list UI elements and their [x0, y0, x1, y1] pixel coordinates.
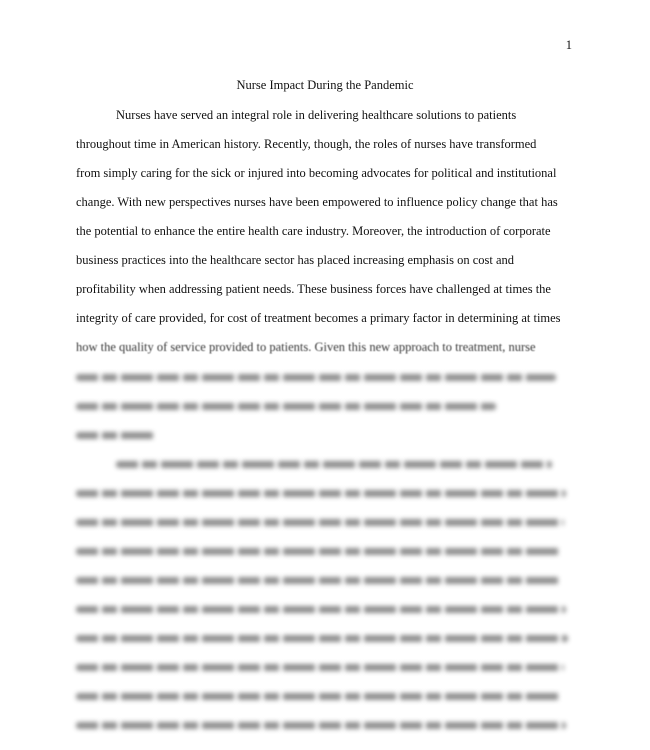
- paragraph-line-1: Nurses have served an integral role in delivering healthcare solutions to patients: [116, 108, 517, 122]
- document-title: Nurse Impact During the Pandemic: [236, 78, 414, 92]
- paragraph-line-7: profitability when addressing patient needs. These business forces have challenged at times the: [76, 282, 551, 296]
- paragraph-line-9: how the quality of service provided to patients. Given this new approach to treatment, nurse: [76, 340, 536, 354]
- paragraph-line-8: integrity of care provided, for cost of treatment becomes a primary factor in determining at times: [76, 311, 561, 325]
- paragraph-line-2: throughout time in American history. Recently, though, the roles of nurses have transformed: [76, 137, 537, 151]
- paragraph-line-6: business practices into the healthcare sector has placed increasing emphasis on cost and: [76, 253, 515, 267]
- paragraph-line-5: the potential to enhance the entire health care industry. Moreover, the introduction of corporate: [76, 224, 551, 238]
- paragraph-line-3: from simply caring for the sick or injured into becoming advocates for political and institutional: [76, 166, 557, 180]
- page-number: 1: [565, 38, 572, 52]
- paragraph-line-4: change. With new perspectives nurses have been empowered to influence policy change that has: [76, 195, 558, 209]
